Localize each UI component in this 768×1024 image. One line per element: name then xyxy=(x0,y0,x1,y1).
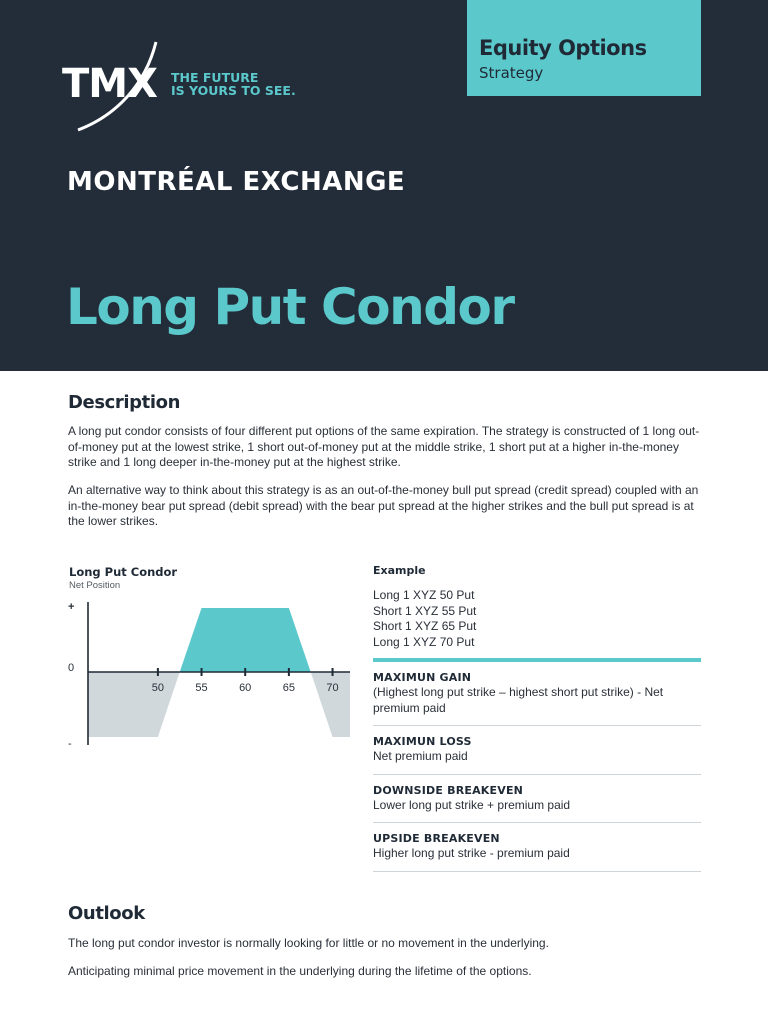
metric-value: Net premium paid xyxy=(373,749,468,763)
x-tick-label: 55 xyxy=(195,682,208,694)
description-heading: Description xyxy=(68,392,181,413)
description-paragraph: A long put condor consists of four different put options of the same expiration. The strategy is constructed of 1 long out-of-money put at the lowest strike, 1 short out-of-money put at the middle strike, 1 short put at a higher in-the-money strike and 1 long deeper in-the-money put at the highest strike. xyxy=(68,424,700,469)
outlook-paragraph: The long put condor investor is normally looking for little or no movement in the underlying. xyxy=(68,936,549,950)
metric-upside-breakeven xyxy=(373,823,701,872)
page-title: Long Put Condor xyxy=(66,278,514,336)
chart-y-label: Net Position xyxy=(69,580,121,591)
x-tick-label: 70 xyxy=(326,682,339,694)
metric-value: (Highest long put strike – highest short put strike) - Net premium paid xyxy=(373,685,664,715)
x-tick-label: 50 xyxy=(151,682,164,694)
metric-downside-breakeven xyxy=(373,775,701,824)
x-tick-label: 60 xyxy=(239,682,252,694)
metric-value: Higher long put strike - premium paid xyxy=(373,846,570,860)
example-leg: Long 1 XYZ 50 Put xyxy=(373,588,475,602)
example-heading: Example xyxy=(373,564,426,577)
logo-wordmark: TMX xyxy=(62,61,157,107)
metric-max-loss xyxy=(373,726,701,775)
metric-max-gain xyxy=(373,662,701,726)
metric-label: MAXIMUN GAIN xyxy=(373,671,472,684)
chart-title: Long Put Condor xyxy=(69,565,178,579)
example-leg: Short 1 XYZ 55 Put xyxy=(373,603,477,618)
x-tick-label: 65 xyxy=(282,682,295,694)
metric-value: Lower long put strike + premium paid xyxy=(373,797,571,812)
metric-label: DOWNSIDE BREAKEVEN xyxy=(373,783,524,797)
category-tag xyxy=(467,0,701,96)
logo-tagline-line1: THE FUTURE xyxy=(171,70,259,85)
y-tick-label: + xyxy=(68,601,75,613)
header-banner xyxy=(0,0,768,371)
y-tick-label: - xyxy=(68,738,72,750)
outlook-heading: Outlook xyxy=(68,903,145,924)
tmx-logo xyxy=(60,36,300,136)
y-tick-label: 0 xyxy=(68,662,75,674)
example-leg: Long 1 XYZ 70 Put xyxy=(373,634,475,649)
example-leg: Short 1 XYZ 65 Put xyxy=(373,619,477,633)
category-subtitle: Strategy xyxy=(479,64,544,82)
payoff-chart xyxy=(60,592,356,752)
profit-region xyxy=(180,608,311,672)
outlook-paragraph: Anticipating minimal price movement in the underlying during the lifetime of the options. xyxy=(68,964,532,978)
example-legs xyxy=(373,588,701,650)
exchange-name: MONTRÉAL EXCHANGE xyxy=(67,167,406,197)
metric-label: MAXIMUN LOSS xyxy=(373,735,472,748)
description-paragraph: An alternative way to think about this strategy is as an out-of-the-money bull put spread (credit spread) coupled with an in-the-money bear put spread (debit spread) with the bear put spread at the higher strikes and the bull put spread is at the lower strikes. xyxy=(68,483,699,528)
category-title: Equity Options xyxy=(479,36,647,60)
metric-label: UPSIDE BREAKEVEN xyxy=(373,832,500,845)
logo-tagline-line2: IS YOURS TO SEE. xyxy=(171,83,296,98)
logo-tagline xyxy=(171,71,296,97)
loss-region xyxy=(88,672,180,737)
example-panel xyxy=(373,564,701,872)
